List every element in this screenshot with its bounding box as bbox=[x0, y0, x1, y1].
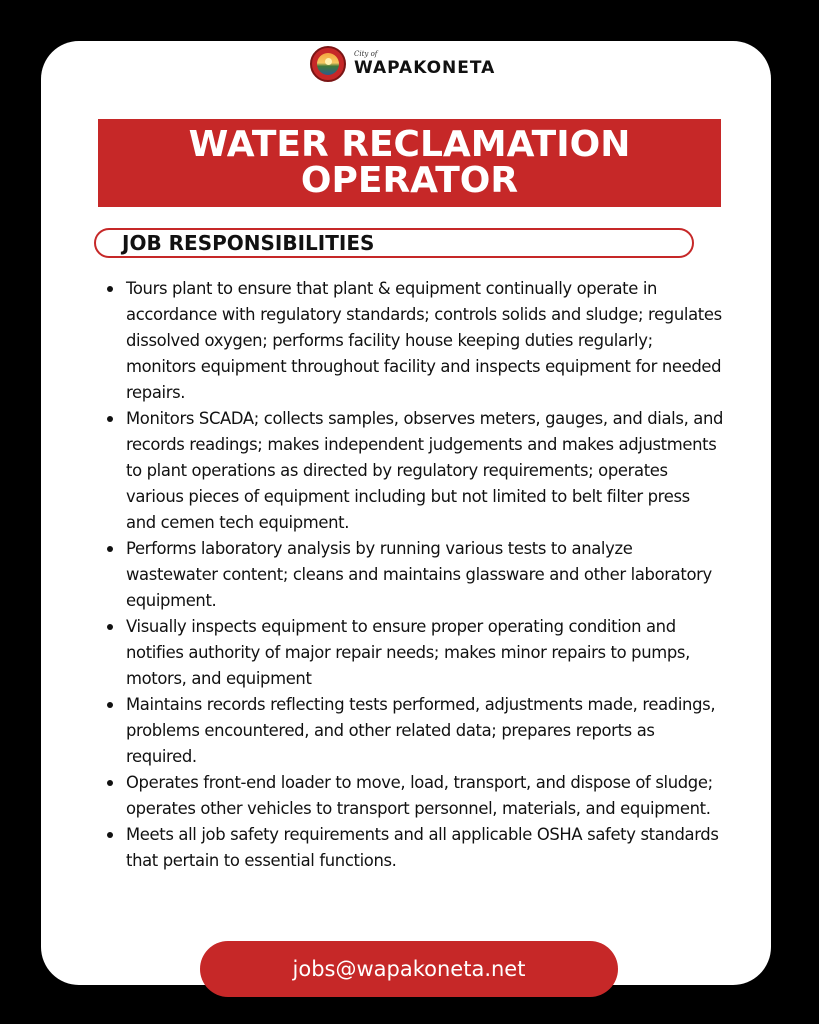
list-item bbox=[104, 536, 724, 614]
bullet-icon bbox=[107, 416, 113, 422]
list-item-text: Maintains records reflecting tests performed, adjustments made, readings, problems encountered, and other related data; prepares reports as required. bbox=[126, 695, 716, 766]
bullet-icon bbox=[107, 832, 113, 838]
job-title-line-2: OPERATOR bbox=[300, 160, 519, 201]
bullet-icon bbox=[107, 702, 113, 708]
city-seal-icon bbox=[310, 46, 346, 82]
responsibilities-list bbox=[104, 276, 724, 874]
bullet-icon bbox=[107, 286, 113, 292]
job-title-banner bbox=[98, 119, 721, 207]
list-item bbox=[104, 614, 724, 692]
list-item-text: Monitors SCADA; collects samples, observes meters, gauges, and dials, and records readings; makes independent judgements and makes adjustments to plant operations as directed by regulatory requirements; operates various pieces of equipment including but not limited to belt filter press and cemen tech equipment. bbox=[126, 409, 724, 532]
bullet-icon bbox=[107, 624, 113, 630]
list-item bbox=[104, 276, 724, 406]
list-item bbox=[104, 406, 724, 536]
bullet-icon bbox=[107, 546, 113, 552]
list-item bbox=[104, 692, 724, 770]
list-item-text: Operates front-end loader to move, load, transport, and dispose of sludge; operates other vehicles to transport personnel, materials, and equipment. bbox=[126, 773, 713, 818]
bullet-icon bbox=[107, 780, 113, 786]
logo-city-name: WAPAKONETA bbox=[354, 58, 496, 78]
list-item bbox=[104, 770, 724, 822]
job-title-line-1: WATER RECLAMATION bbox=[188, 124, 631, 165]
city-logo bbox=[310, 46, 495, 82]
section-header bbox=[94, 228, 694, 258]
contact-email-button[interactable] bbox=[200, 941, 618, 997]
logo-city-of: City of bbox=[354, 50, 378, 58]
list-item-text: Meets all job safety requirements and all applicable OSHA safety standards that pertain to essential functions. bbox=[126, 825, 719, 870]
list-item-text: Performs laboratory analysis by running various tests to analyze wastewater content; cleans and maintains glassware and other laboratory equipment. bbox=[126, 539, 712, 610]
contact-email-text: jobs@wapakoneta.net bbox=[292, 957, 526, 981]
list-item-text: Tours plant to ensure that plant & equipment continually operate in accordance with regulatory standards; controls solids and sludge; regulates dissolved oxygen; performs facility house keeping duties regularly; monitors equipment throughout facility and inspects equipment for needed repairs. bbox=[126, 279, 722, 402]
list-item-text: Visually inspects equipment to ensure proper operating condition and notifies authority of major repair needs; makes minor repairs to pumps, motors, and equipment bbox=[126, 617, 690, 688]
list-item bbox=[104, 822, 724, 874]
section-title: JOB RESPONSIBILITIES bbox=[122, 231, 375, 255]
